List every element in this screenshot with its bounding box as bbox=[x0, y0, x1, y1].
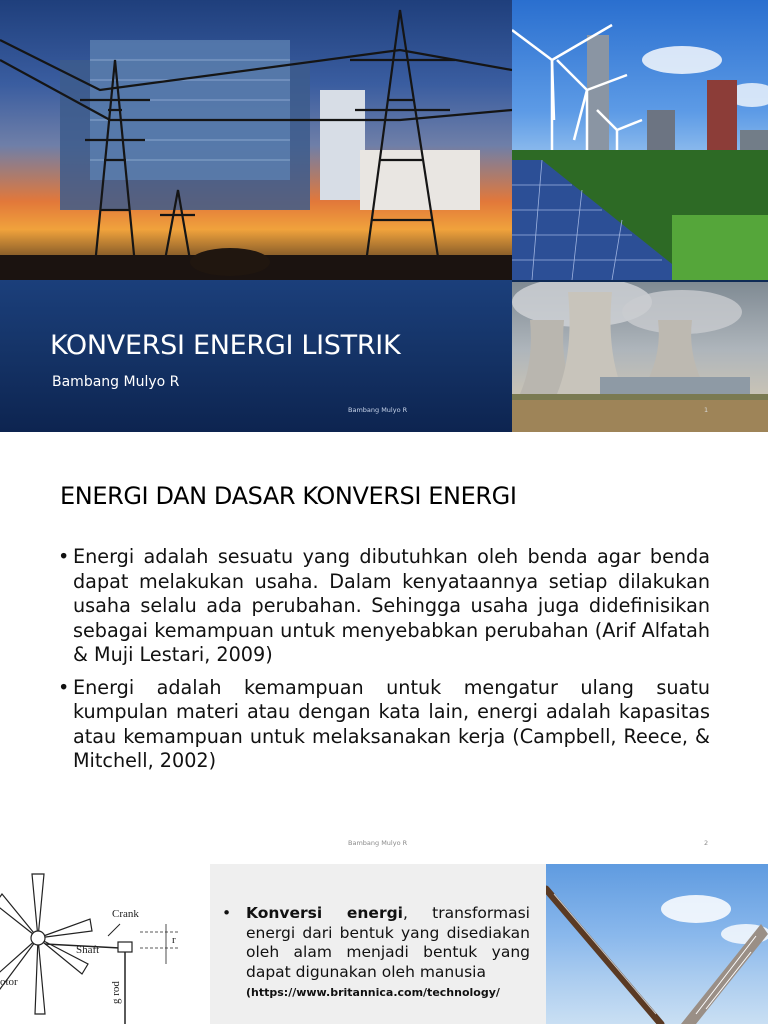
bullet-marker: • bbox=[222, 904, 232, 922]
windmill-crank-diagram bbox=[0, 864, 205, 1024]
source-link[interactable]: (https://www.britannica.com/technology/ bbox=[246, 986, 500, 999]
slide-number: 2 bbox=[704, 839, 709, 847]
bullet-marker: • bbox=[58, 545, 70, 568]
list-item bbox=[58, 545, 710, 668]
power-plant-photo bbox=[0, 0, 512, 280]
bullet-text: Energi adalah kemampuan untuk mengatur ulang suatu kumpulan materi atau dengan kata lain, energi adalah kapasitas atau kemampuan untuk melaksanakan kerja (Campbell, Reece, & Mitchell, 2002) bbox=[73, 675, 710, 772]
list-item bbox=[58, 676, 710, 774]
power-plant-illustration bbox=[0, 0, 512, 280]
rod-label: g rod bbox=[110, 981, 122, 1004]
radius-label: r bbox=[172, 934, 176, 946]
slide-footer-author: Bambang Mulyo R bbox=[348, 839, 408, 847]
rotor-label: otor bbox=[0, 976, 18, 988]
wind-solar-photo bbox=[512, 0, 768, 280]
slide-title: ENERGI DAN DASAR KONVERSI ENERGI bbox=[60, 482, 517, 510]
title-slide bbox=[0, 0, 768, 432]
content-slide bbox=[0, 432, 768, 864]
definition: , transformasi energi dari bentuk yang disediakan oleh alam menjadi bentuk yang dapat digunakan oleh manusia bbox=[246, 904, 530, 981]
term: Konversi energi bbox=[246, 904, 403, 922]
bullet-text: Energi adalah sesuatu yang dibutuhkan oleh benda agar benda dapat melakukan usaha. Dalam kenyataannya setiap dilakukan usaha selalu ada perubahan. Sehingga usaha juga didefinisikan sebagai kemampuan untuk menyebabkan perubahan (Arif Alfatah & Muji Lestari, 2009) bbox=[73, 545, 710, 666]
cooling-tower-photo bbox=[512, 282, 768, 432]
bullet-marker: • bbox=[58, 675, 70, 699]
windmill-photo bbox=[546, 864, 768, 1024]
windmill-illustration bbox=[546, 864, 768, 1024]
presentation-author: Bambang Mulyo R bbox=[52, 374, 180, 390]
crank-label: Crank bbox=[112, 908, 139, 920]
slide-number: 1 bbox=[704, 406, 709, 414]
presentation-title: KONVERSI ENERGI LISTRIK bbox=[50, 330, 401, 361]
slide-footer-author: Bambang Mulyo R bbox=[348, 406, 408, 414]
bullet-text bbox=[222, 904, 530, 1003]
wind-solar-illustration bbox=[512, 0, 768, 280]
bullet-list bbox=[58, 545, 710, 782]
shaft-label: Shaft bbox=[76, 944, 100, 956]
conversion-slide bbox=[0, 864, 768, 1024]
cooling-tower-illustration bbox=[512, 282, 768, 432]
conversion-definition bbox=[222, 904, 530, 1003]
